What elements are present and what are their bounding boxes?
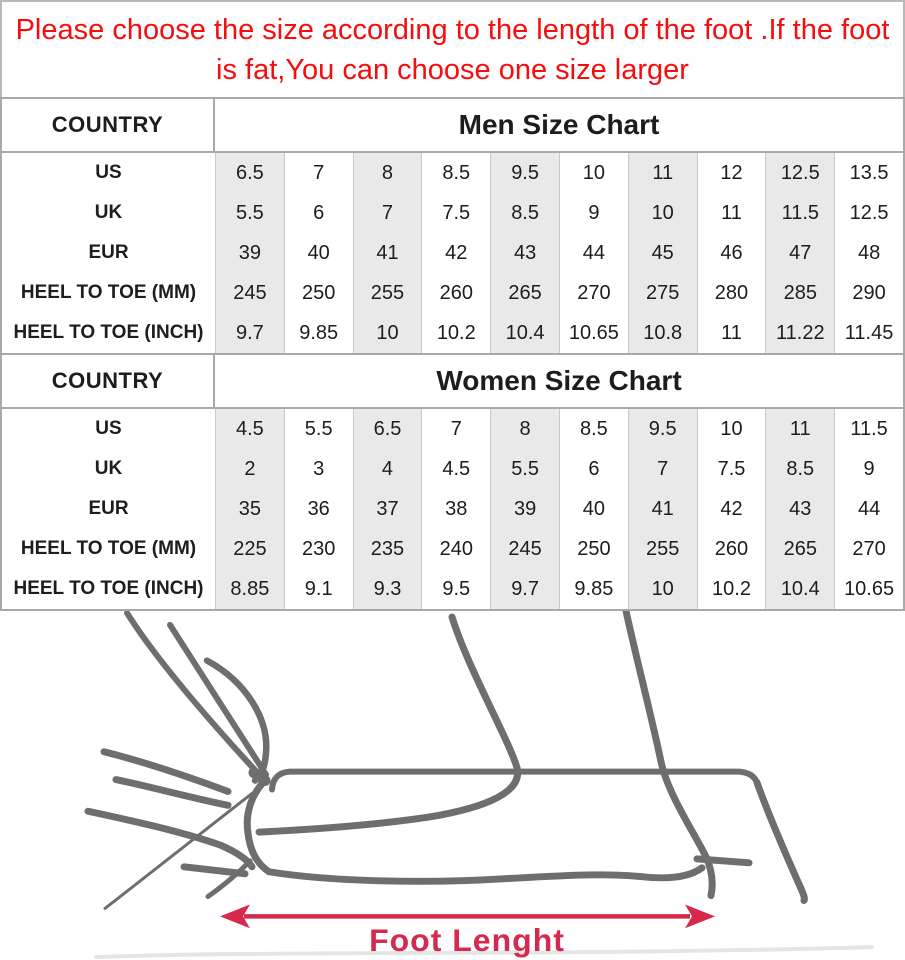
size-value: 8.5 [421,153,490,193]
size-value: 38 [421,489,490,529]
size-value: 10 [628,193,697,233]
size-value: 9.7 [490,569,559,609]
size-value: 11 [697,193,766,233]
size-value: 10.2 [421,313,490,353]
size-value: 9.85 [559,569,628,609]
size-value: 5.5 [490,449,559,489]
size-value: 8.85 [215,569,284,609]
size-value: 6.5 [215,153,284,193]
size-value: 9 [559,193,628,233]
size-value: 10.4 [490,313,559,353]
size-row [2,529,903,569]
size-value: 255 [353,273,422,313]
size-value: 9.5 [490,153,559,193]
size-value: 9 [834,449,903,489]
size-value: 6 [284,193,353,233]
size-value: 230 [284,529,353,569]
size-value: 44 [834,489,903,529]
size-value: 11 [765,409,834,449]
size-value: 48 [834,233,903,273]
size-value: 245 [215,273,284,313]
row-label: HEEL TO TOE (MM) [20,282,197,303]
size-value: 6 [559,449,628,489]
row-label: EUR [88,242,129,263]
row-label: HEEL TO TOE (MM) [20,538,197,559]
size-value: 8.5 [490,193,559,233]
size-value: 9.5 [628,409,697,449]
row-label: EUR [88,498,129,519]
size-value: 11.22 [765,313,834,353]
size-value: 11.45 [834,313,903,353]
size-value: 46 [697,233,766,273]
size-value: 7 [353,193,422,233]
size-value: 240 [421,529,490,569]
row-label: HEEL TO TOE (INCH) [13,578,204,599]
size-row [2,153,903,193]
size-value: 43 [765,489,834,529]
size-value: 10.2 [697,569,766,609]
size-row [2,313,903,353]
size-value: 41 [628,489,697,529]
row-label: UK [94,458,123,479]
size-value: 39 [215,233,284,273]
size-value: 250 [284,273,353,313]
size-value: 275 [628,273,697,313]
women-table-header [2,355,903,409]
size-notice [0,0,905,97]
heel-mark-tick [697,859,749,863]
women-size-table [0,355,905,611]
size-value: 7 [284,153,353,193]
size-value: 6.5 [353,409,422,449]
size-value: 45 [628,233,697,273]
size-value: 11.5 [834,409,903,449]
size-value: 43 [490,233,559,273]
hand-finger [104,752,228,792]
size-value: 8.5 [559,409,628,449]
measuring-board-side [757,783,804,901]
size-value: 9.85 [284,313,353,353]
foot-line-art [88,611,872,957]
size-notice-line1: Please choose the size according to the length of the foot .If the foot [15,13,890,46]
size-value: 40 [284,233,353,273]
size-value: 9.7 [215,313,284,353]
size-value: 4.5 [215,409,284,449]
size-value: 10 [697,409,766,449]
size-value: 285 [765,273,834,313]
size-value: 245 [490,529,559,569]
size-value: 12.5 [834,193,903,233]
country-header-cell: COUNTRY [2,355,215,407]
country-header-cell: COUNTRY [2,99,215,151]
size-value: 260 [697,529,766,569]
size-notice-line2: is fat,You can choose one size larger [216,53,689,86]
size-value: 42 [697,489,766,529]
size-value: 8.5 [765,449,834,489]
row-label: US [95,162,122,183]
size-value: 10.65 [559,313,628,353]
foot-measurement-illustration [0,611,905,960]
pen-icon [127,613,262,778]
size-value: 255 [628,529,697,569]
size-value: 7.5 [697,449,766,489]
size-value: 280 [697,273,766,313]
size-value: 13.5 [834,153,903,193]
foot-toe-outline [247,782,269,872]
women-chart-title: Women Size Chart [436,365,682,396]
size-value: 42 [421,233,490,273]
size-value: 39 [490,489,559,529]
size-value: 9.1 [284,569,353,609]
size-value: 7.5 [421,193,490,233]
size-value: 250 [559,529,628,569]
men-size-table [0,97,905,355]
size-value: 12.5 [765,153,834,193]
men-table-header [2,99,903,153]
foot-sole-outline [269,868,702,882]
size-value: 11.5 [765,193,834,233]
size-value: 235 [353,529,422,569]
size-value: 10 [353,313,422,353]
size-row [2,489,903,529]
size-value: 225 [215,529,284,569]
size-value: 10.65 [834,569,903,609]
size-value: 36 [284,489,353,529]
size-value: 265 [765,529,834,569]
size-row [2,273,903,313]
size-value: 11 [628,153,697,193]
size-value: 7 [421,409,490,449]
size-value: 5.5 [215,193,284,233]
size-value: 265 [490,273,559,313]
size-value: 9.5 [421,569,490,609]
size-value: 290 [834,273,903,313]
size-row [2,193,903,233]
size-value: 12 [697,153,766,193]
size-value: 10.4 [765,569,834,609]
size-value: 2 [215,449,284,489]
size-value: 44 [559,233,628,273]
foot-toe-tail [208,861,250,897]
size-value: 270 [834,529,903,569]
size-value: 4 [353,449,422,489]
row-label: UK [94,202,123,223]
size-value: 260 [421,273,490,313]
size-value: 270 [559,273,628,313]
size-row [2,409,903,449]
heel-leg-outline [626,611,712,896]
size-value: 8 [490,409,559,449]
size-value: 40 [559,489,628,529]
size-row [2,233,903,273]
size-value: 37 [353,489,422,529]
size-value: 3 [284,449,353,489]
size-value: 11 [697,313,766,353]
size-row [2,569,903,609]
size-value: 35 [215,489,284,529]
foot-length-label: Foot Lenght [369,922,565,959]
size-value: 7 [628,449,697,489]
size-value: 10 [559,153,628,193]
size-value: 10.8 [628,313,697,353]
size-value: 5.5 [284,409,353,449]
row-label: HEEL TO TOE (INCH) [13,322,204,343]
size-value: 47 [765,233,834,273]
size-value: 4.5 [421,449,490,489]
size-value: 41 [353,233,422,273]
size-value: 9.3 [353,569,422,609]
men-chart-title: Men Size Chart [458,109,660,140]
size-value: 10 [628,569,697,609]
shin-instep-outline [259,617,518,832]
size-value: 8 [353,153,422,193]
row-label: US [95,418,122,439]
size-row [2,449,903,489]
foot-measurement-diagram [0,611,905,960]
